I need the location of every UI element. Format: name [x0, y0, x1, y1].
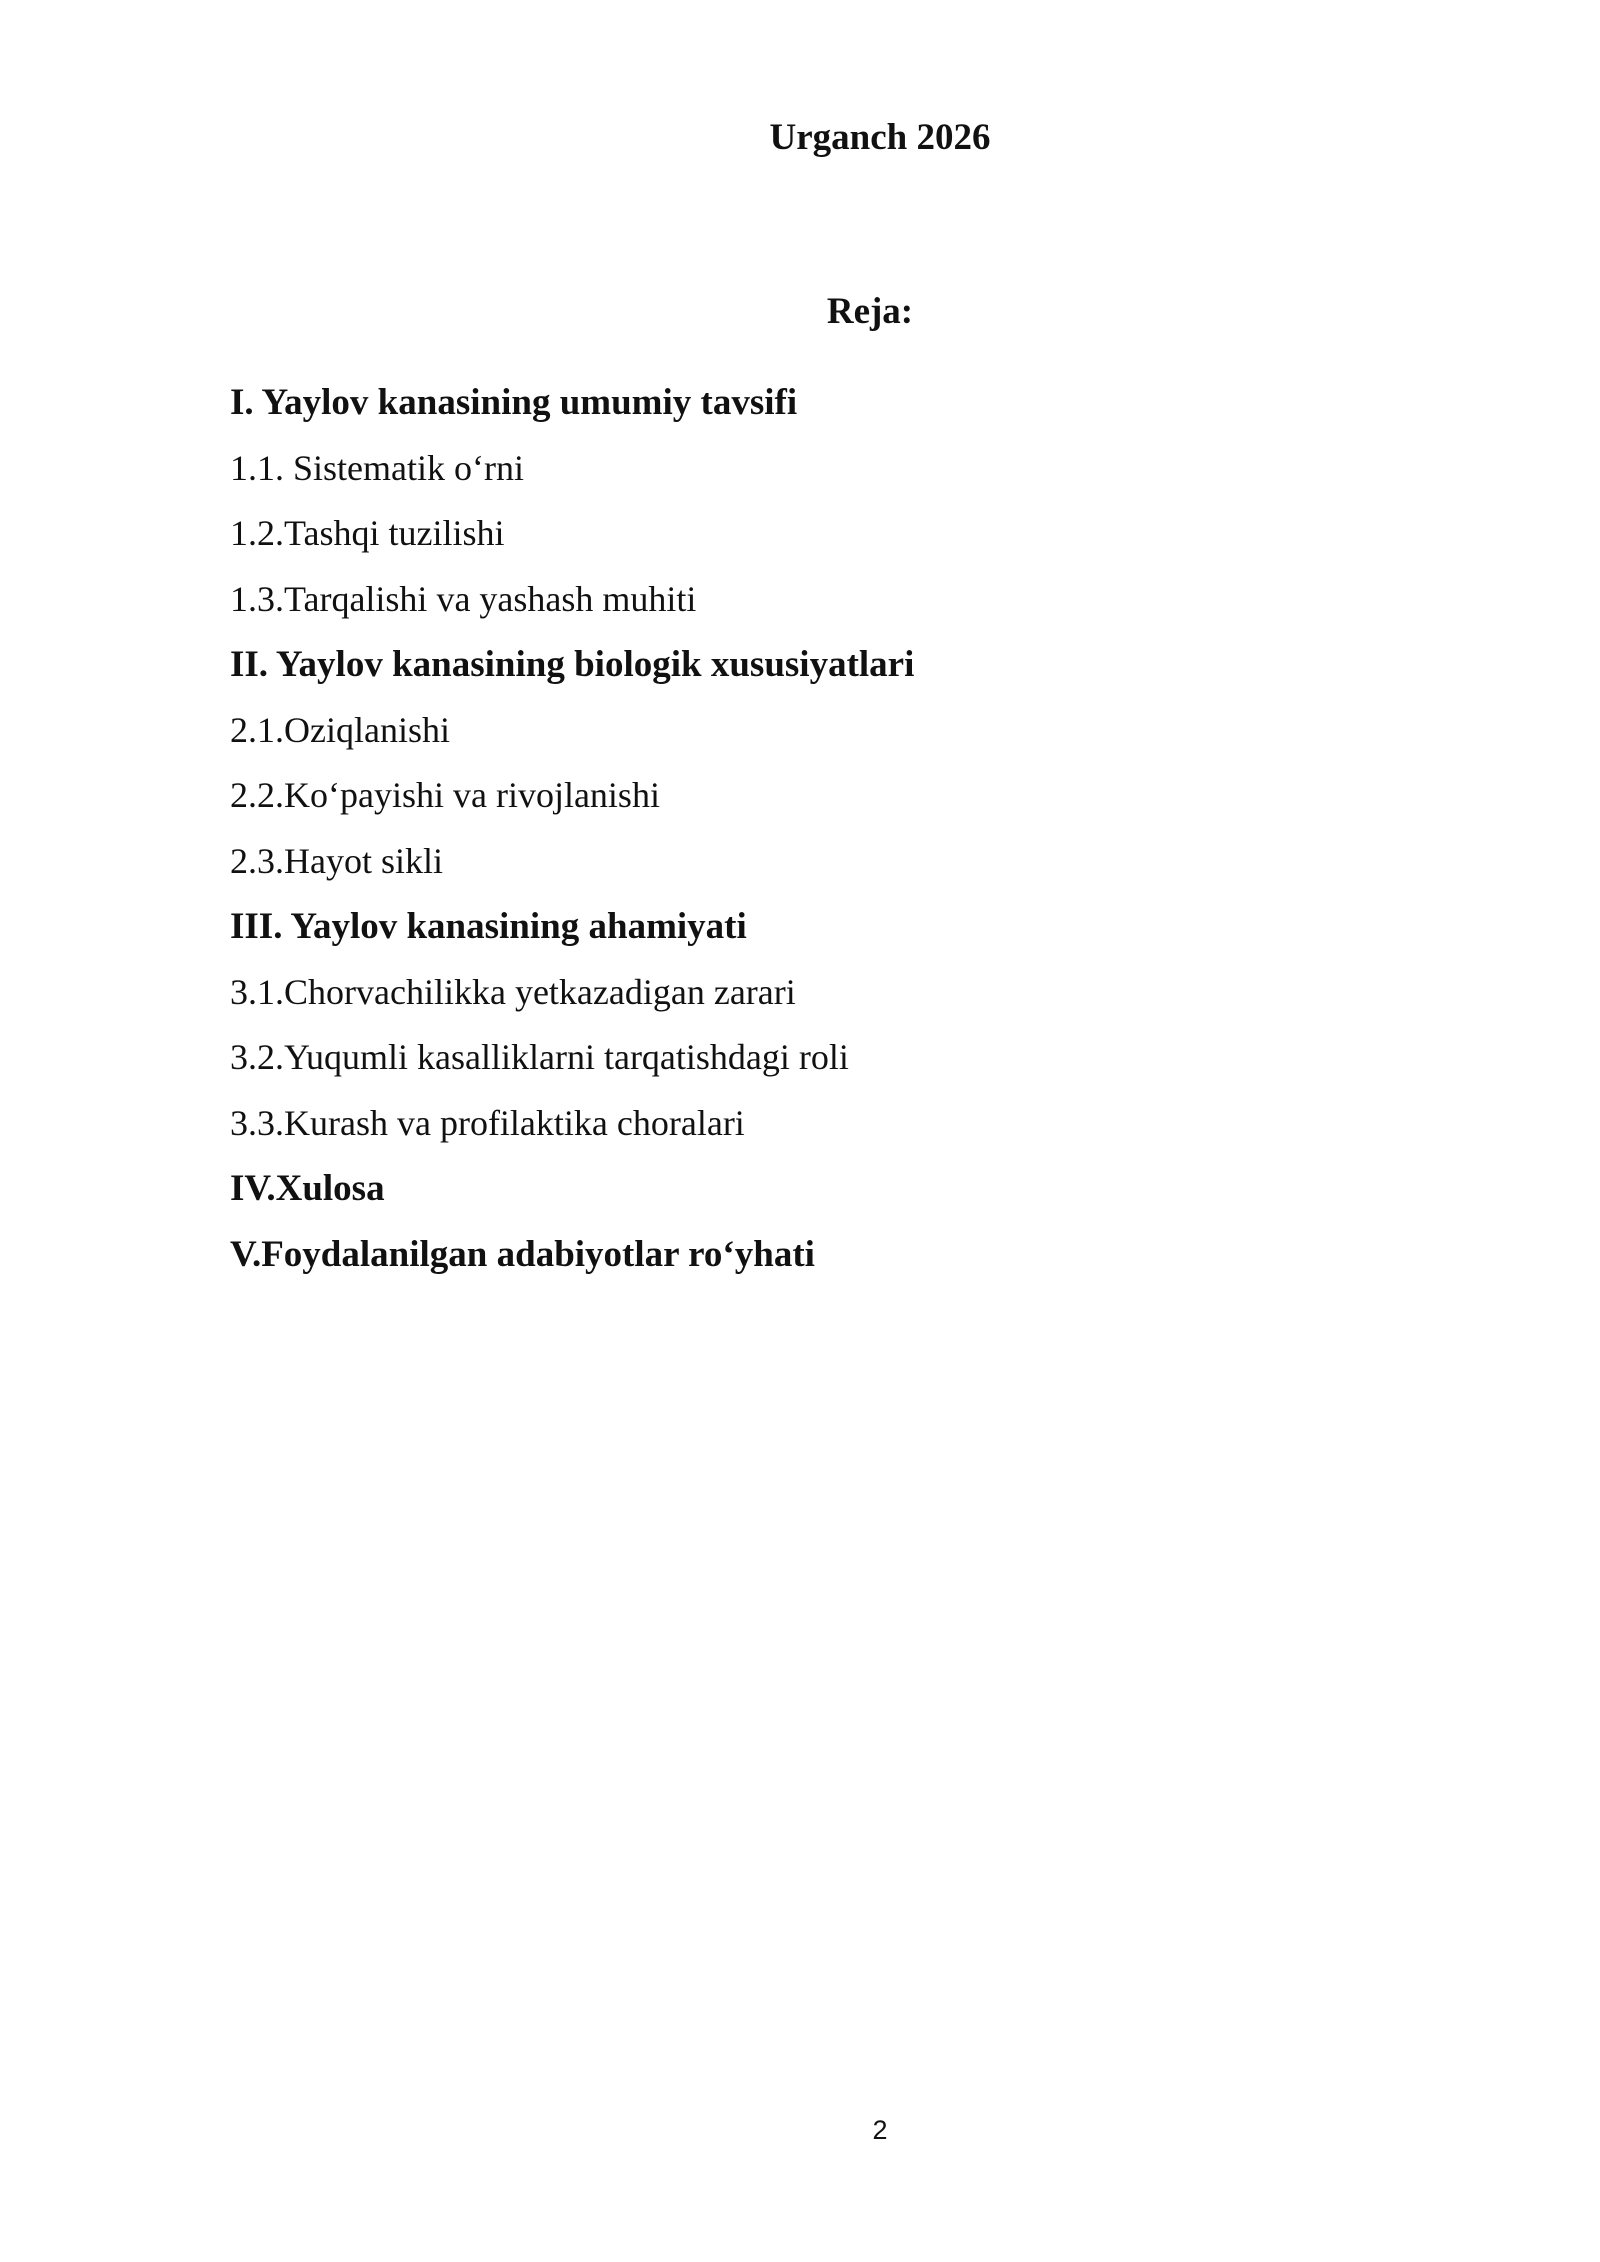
toc-subsection-3-1: 3.1.Chorvachilikka yetkazadigan zarari — [230, 971, 796, 1012]
toc-subsection-3-2: 3.2.Yuqumli kasalliklarni tarqatishdagi roli — [230, 1037, 849, 1077]
toc-subsection-1-1: 1.1. Sistematik o‘rni — [230, 447, 524, 488]
toc-section-5: V.Foydalanilgan adabiyotlar ro‘yhati — [230, 1233, 815, 1275]
toc-subsection-2-3: 2.3.Hayot sikli — [230, 840, 443, 881]
toc-section-2: II. Yaylov kanasining biologik xususiyatlari — [230, 644, 915, 685]
toc-section-4: IV.Xulosa — [230, 1168, 385, 1209]
page-number: 2 — [872, 2115, 888, 2145]
toc-subsection-2-1: 2.1.Oziqlanishi — [230, 709, 450, 750]
toc-subsection-2-2: 2.2.Ko‘payishi va rivojlanishi — [230, 775, 660, 815]
toc-subsection-1-3: 1.3.Tarqalishi va yashash muhiti — [230, 578, 697, 619]
toc-section-1: I. Yaylov kanasining umumiy tavsifi — [230, 382, 798, 423]
toc-section-3: III. Yaylov kanasining ahamiyati — [230, 906, 747, 947]
city-year-heading: Urganch 2026 — [769, 117, 991, 158]
table-of-contents — [230, 370, 1430, 1287]
toc-subsection-3-3: 3.3.Kurash va profilaktika choralari — [230, 1102, 745, 1143]
plan-title: Reja: — [826, 291, 914, 332]
toc-subsection-1-2: 1.2.Tashqi tuzilishi — [230, 513, 505, 553]
